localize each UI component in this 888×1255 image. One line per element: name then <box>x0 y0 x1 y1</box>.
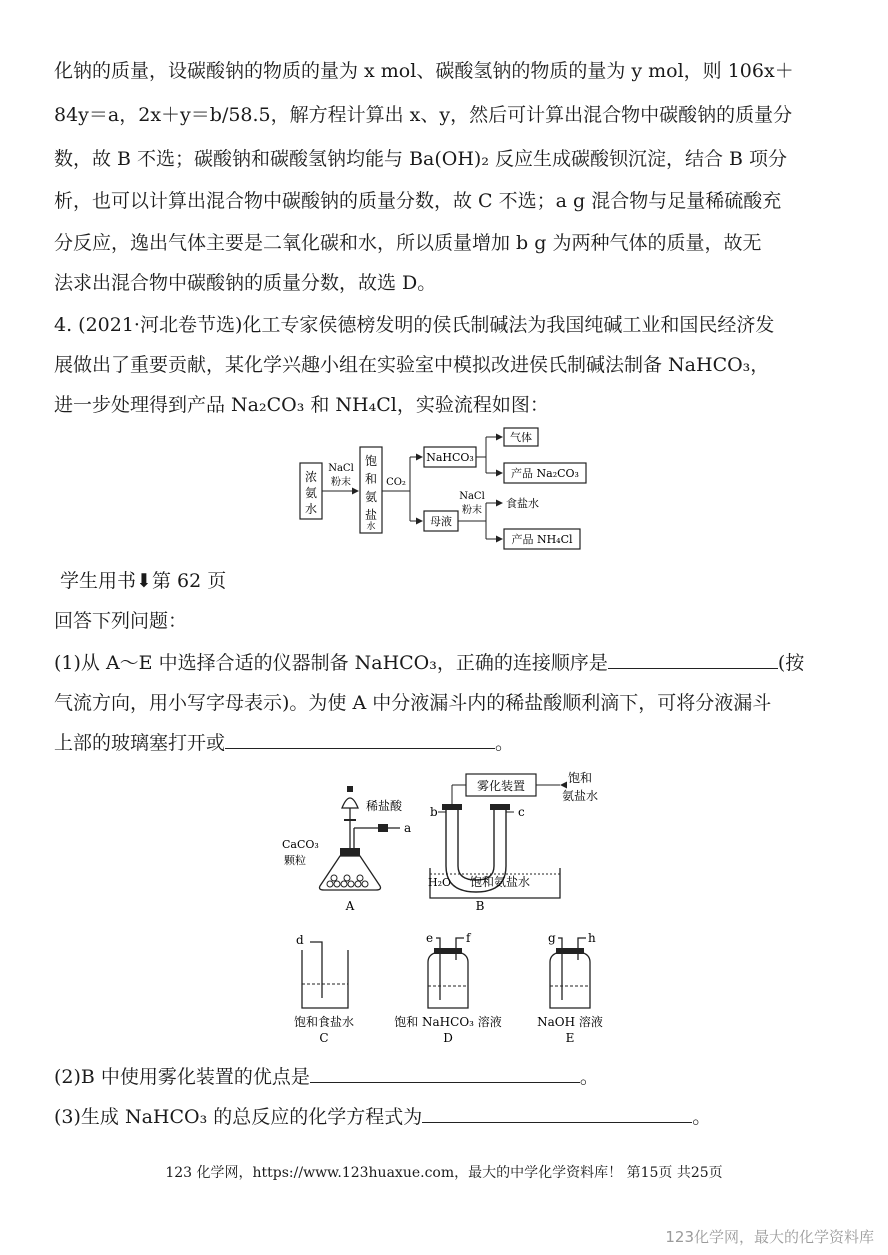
solution-char: 盐 <box>364 508 378 522</box>
solution-char: 氨 <box>364 490 378 504</box>
a-letter: A <box>345 899 355 913</box>
reagent1-l1: NaCl <box>328 463 354 474</box>
answer-blank-2[interactable] <box>225 730 495 749</box>
nahco3-label: NaHCO₃ <box>426 451 474 464</box>
apparatus-cde <box>280 930 620 1048</box>
b-letter: B <box>475 899 485 913</box>
gas-label: CO₂ <box>386 477 406 488</box>
reagent1-l2: 粉末 <box>331 477 351 488</box>
text-line: 84y＝a，2x＋y＝b/58.5，解方程计算出 x、y，然后可计算出混合物中碳酸钠的质量分 <box>54 104 793 126</box>
b-right: c <box>518 805 525 819</box>
a-acid: 稀盐酸 <box>366 799 403 813</box>
solution-char: 水 <box>366 522 376 532</box>
a-solid1: CaCO₃ <box>282 838 319 851</box>
e-letter: E <box>565 1031 575 1045</box>
a-solid2: 颗粒 <box>284 854 306 867</box>
c-in: d <box>296 933 304 947</box>
q1-text: (1)从 A～E 中选择合适的仪器制备 NaHCO₃，正确的连接顺序是 <box>54 652 608 674</box>
q1-line3 <box>54 728 514 755</box>
brine-label: 食盐水 <box>506 497 539 510</box>
mother-label: 母液 <box>430 515 452 528</box>
apparatus-b <box>428 770 598 913</box>
c-liquid: 饱和食盐水 <box>293 1015 355 1029</box>
down-arrow-icon: ⬇ <box>136 570 152 592</box>
q1-text-end: 。 <box>495 732 515 754</box>
text-line: 析，也可以计算出混合物中碳酸钠的质量分数，故 C 不选；a g 混合物与足量稀硫酸充 <box>54 190 782 212</box>
text-line: 数，故 B 不选；碳酸钠和碳酸氢钠均能与 Ba(OH)₂ 反应生成碳酸钡沉淀，结合 B 项分 <box>54 148 788 170</box>
question-line: 展做出了重要贡献，某化学兴趣小组在实验室中模拟改进侯氏制碱法制备 NaHCO₃， <box>54 354 770 376</box>
watermark: 123化学网，最大的化学资料库 <box>665 1228 874 1246</box>
answer-blank-3[interactable] <box>310 1064 580 1083</box>
answer-blank-1[interactable] <box>608 650 778 669</box>
q1-line2: 气流方向，用小写字母表示)。为使 A 中分液漏斗内的稀盐酸顺利滴下，可将分液漏斗 <box>54 692 772 714</box>
b-atomizer: 雾化装置 <box>476 779 526 793</box>
apparatus-d <box>394 931 502 1045</box>
q2-end: 。 <box>579 1066 599 1088</box>
b-feed1: 饱和 <box>568 771 593 785</box>
q3-text: (3)生成 NaHCO₃ 的总反应的化学方程式为 <box>54 1106 423 1128</box>
page-footer: 123 化学网，https://www.123huaxue.com，最大的中学化学资料库！ 第15页 共25页 <box>165 1165 723 1181</box>
question-line: 4. (2021·河北卷节选)化工专家侯德榜发明的侯氏制碱法为我国纯碱工业和国民经济发 <box>54 314 775 336</box>
prompt: 回答下列问题： <box>54 610 188 632</box>
q2-line <box>54 1062 599 1089</box>
text-line: 分反应，逸出气体主要是二氧化碳和水，所以质量增加 b g 为两种气体的质量，故无 <box>54 232 762 254</box>
d-out: f <box>466 931 471 945</box>
e-in: g <box>548 931 556 945</box>
c-letter: C <box>319 1031 329 1045</box>
b-water: H₂O <box>428 876 452 889</box>
answer-blank-4[interactable] <box>422 1104 692 1123</box>
d-letter: D <box>443 1031 453 1045</box>
solution-char: 饱 <box>364 454 378 468</box>
a-port: a <box>404 821 412 835</box>
flowchart <box>290 425 600 555</box>
b-left: b <box>430 805 438 819</box>
gas-out-label: 气体 <box>510 431 532 444</box>
q1-line1 <box>54 648 804 675</box>
text-line: 化钠的质量，设碳酸钠的物质的量为 x mol、碳酸氢钠的物质的量为 y mol，则 106x＋ <box>54 60 794 82</box>
b-liquid: 饱和氨盐水 <box>470 875 531 889</box>
q1-text-end: (按 <box>777 652 805 674</box>
book-page: 第 62 页 <box>151 570 227 592</box>
apparatus-e <box>537 931 603 1045</box>
product1-label: 产品 Na₂CO₃ <box>511 467 579 480</box>
solution-char: 和 <box>364 472 378 486</box>
q3-end: 。 <box>692 1106 712 1128</box>
q2-text: (2)B 中使用雾化装置的优点是 <box>54 1066 310 1088</box>
question-line: 进一步处理得到产品 Na₂CO₃ 和 NH₄Cl，实验流程如图： <box>54 394 549 416</box>
start-char: 氨 <box>304 486 318 500</box>
q3-line <box>54 1102 711 1129</box>
b-feed2: 氨盐水 <box>562 789 599 803</box>
reagent2-l1: NaCl <box>459 491 485 502</box>
d-liquid: 饱和 NaHCO₃ 溶液 <box>394 1015 502 1029</box>
apparatus-c <box>294 933 354 1045</box>
e-out: h <box>588 931 596 945</box>
text-line: 法求出混合物中碳酸钠的质量分数，故选 D。 <box>54 272 437 294</box>
book-ref <box>60 566 226 593</box>
start-char: 水 <box>304 502 318 516</box>
e-liquid: NaOH 溶液 <box>537 1015 603 1029</box>
q1-text: 上部的玻璃塞打开或 <box>54 732 226 754</box>
start-char: 浓 <box>304 470 318 484</box>
apparatus-ab <box>270 768 630 914</box>
d-in: e <box>426 931 434 945</box>
reagent2-l2: 粉末 <box>462 505 482 516</box>
product2-label: 产品 NH₄Cl <box>511 533 573 546</box>
book-ref-label: 学生用书 <box>60 570 137 592</box>
apparatus-a <box>282 786 411 913</box>
